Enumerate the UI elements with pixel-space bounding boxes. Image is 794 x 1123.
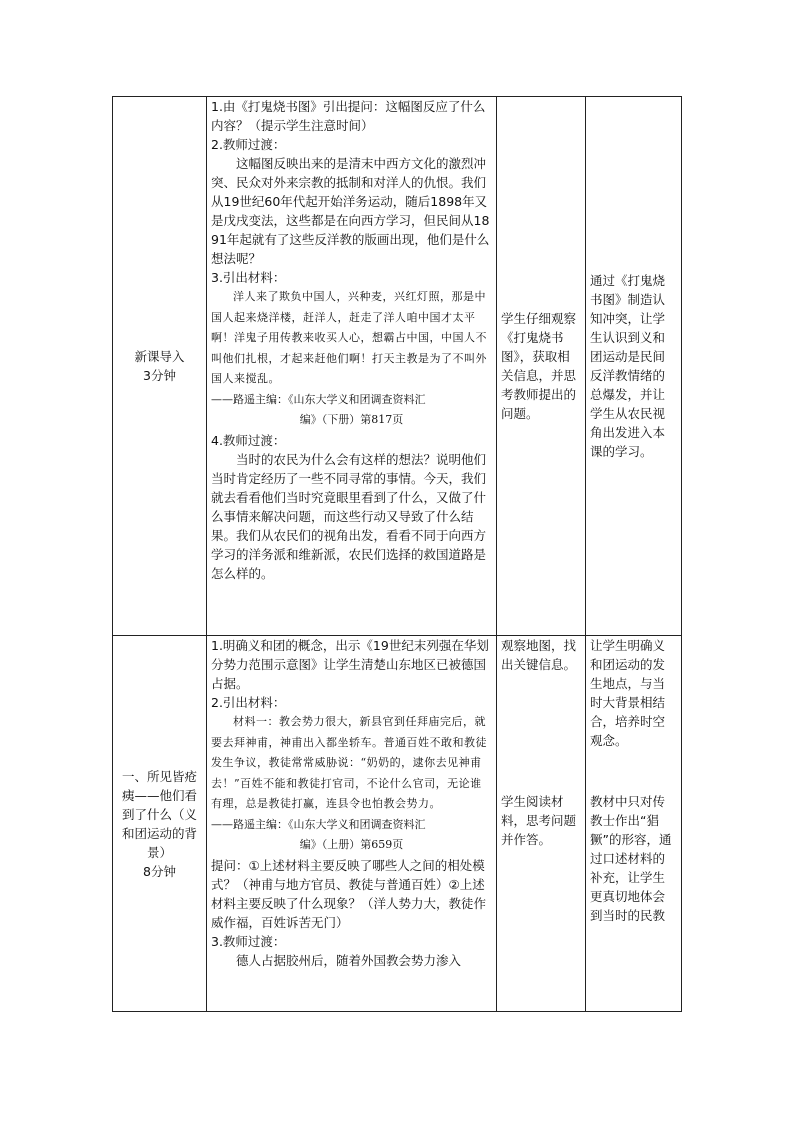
teacher-activity-cell [207,636,497,1012]
lesson-plan-table [112,96,682,1012]
transition-text-2: 当时的农民为什么会有这样的想法？说明他们当时肯定经历了一些不同寻常的事情。今天，我们就去看看他们当时究竟眼里看到了什么，又做了什么事情来解决问题，而这些行动又导致了什么结果。我们从农民们的视角出发，看看不同于向西方学习的洋务派和维新派，农民们选择的救国道路是怎么样的。 [211,451,487,581]
step-2-heading: 2.教师过渡： [211,137,286,152]
teacher-activity-cell [207,97,497,636]
student-activity-2: 学生阅读材料，思考问题并作答。 [501,794,577,847]
transition-text: 德人占据胶州后，随着外国教会势力渗入 [236,952,462,968]
material-quote: 材料一：教会势力很大，新县官到任拜庙完后，就要去拜神甫，神甫出入都坐轿车。普通百姓不敢和教徒发生争议，教徒常常威胁说：“奶奶的，逮你去见神甫去！”百姓不能和教徒打官司，不论什么官司，无论谁有理，总是教徒打赢，连县令也怕教会势力。 [211,715,487,810]
student-activity-cell [497,97,586,636]
step-2-heading: 2.引出材料： [211,695,286,710]
step-3-heading: 3.教师过渡： [211,933,286,949]
material-source-cont: 编》（上册）第659页 [299,838,404,851]
material-source-cont: 编》（下册）第817页 [299,413,404,426]
design-intent-cell [586,636,682,1012]
design-intent-cell [586,97,682,636]
material-quote: 洋人来了欺负中国人，兴种麦，兴红灯照，那是中国人起来烧洋楼，赶洋人，赶走了洋人咱中国才太平啊！洋鬼子用传教来收买人心，想霸占中国，中国人不叫他们扎根，才起来赶他们啊！打天主教是为了不叫外国人来搅乱。 [211,290,487,385]
stage-name: 新课导入 [134,349,185,364]
stage-time: 8分钟 [143,863,176,879]
step-4-heading: 4.教师过渡： [211,432,286,448]
student-activity-cell [497,636,586,1012]
table-row [113,636,682,1012]
material-source: ——路遥主编：《山东大学义和团调查资料汇 [211,817,426,831]
transition-text: 这幅图反映出来的是清末中西方文化的激烈冲突、民众对外来宗教的抵制和对洋人的仇恨。我们从19世纪60年代起开始洋务运动，随后1898年又是戊戌变法，这些都是在向西方学习，但民间从1891年起就有了这些反洋教的版画出现，他们是什么想法呢？ [211,156,490,266]
student-activity: 观察地图，找出关键信息。 [501,638,577,672]
step-3-heading: 3.引出材料： [211,270,286,285]
stage-cell [113,636,207,1012]
table-row [113,97,682,636]
step-1: 1.由《打鬼烧书图》引出提问：这幅图反应了什么内容？（提示学生注意时间） [211,99,486,133]
design-intent: 通过《打鬼烧书图》制造认知冲突，让学生认识到义和团运动是民间反洋教情绪的总爆发，并让学生从农民视角出发进入本课的学习。 [590,273,666,459]
stage-time: 3分钟 [143,368,176,383]
stage-cell [113,97,207,636]
question-text: 提问：①上述材料主要反映了哪些人之间的相处模式？（神甫与地方官员、教徒与普通百姓）②上述材料主要反映了什么现象？（洋人势力大，教徒作威作福，百姓诉苦无门） [211,857,487,930]
step-1: 1.明确义和团的概念，出示《19世纪末列强在华划分势力范围示意图》让学生清楚山东地区已被德国占据。 [211,638,489,691]
stage-name: 一、所见皆疮痍——他们看到了什么（义和团运动的背景） [121,768,197,860]
design-intent: 让学生明确义和团运动的发生地点，与当时大背景相结合，培养时空观念。 [590,638,666,748]
design-intent-2: 教材中只对传教士作出“猖獗”的形容，通过口述材料的补充，让学生更真切地体会到当时的民教 [590,794,672,923]
material-source: ——路遥主编：《山东大学义和团调查资料汇 [211,392,426,406]
student-activity: 学生仔细观察《打鬼烧书图》，获取相关信息，并思考教师提出的问题。 [501,311,577,421]
